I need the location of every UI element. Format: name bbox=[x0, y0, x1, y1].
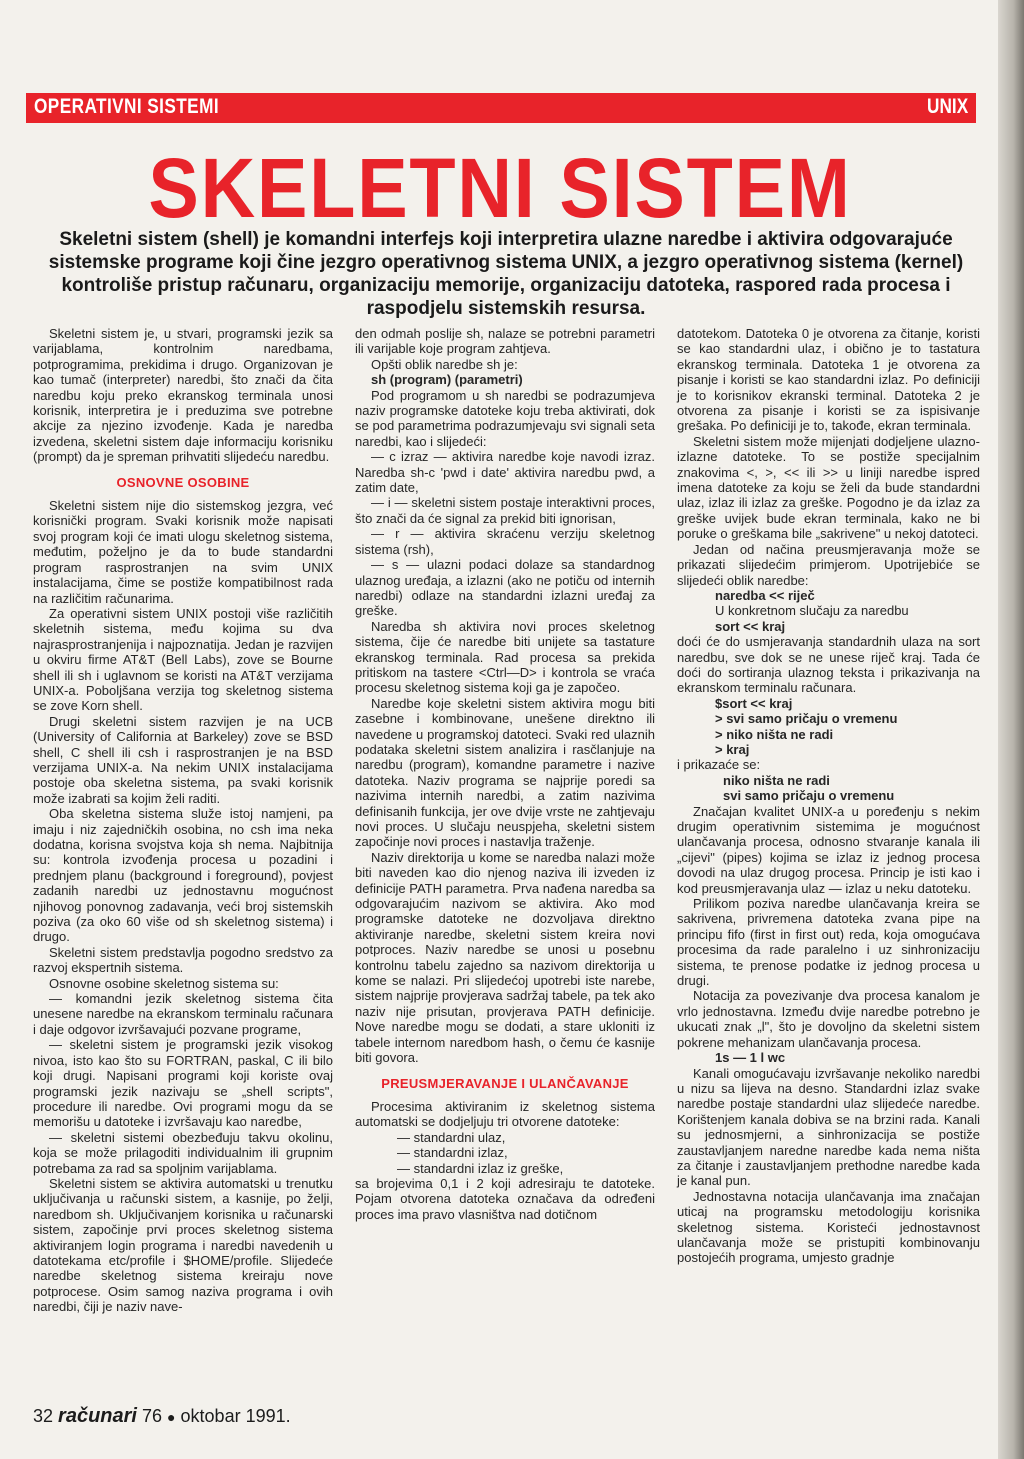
paragraph: Drugi skeletni sistem razvijen je na UCB (University of California at Barkeley) zove se BSD shell, C shell ili csh i rasprostranjen je na BSD verzijama UNIX-a. Na nekim UNIX instalacijama postoje oba skeletna sistema, pa svaki korisnik može izabrati sa kojim želi raditi. bbox=[33, 713, 333, 806]
paragraph: Jedan od načina preusmjeravanja može se prikazati slijedećim primjerom. Upotrijebiće se slijedeći oblik naredbe: bbox=[677, 541, 980, 588]
paragraph: — c izraz — aktivira naredbe koje navodi izraz. Naredba sh-c 'pwd i date' aktivira naredbu pwd, a zatim date, bbox=[355, 449, 655, 496]
paragraph: Naredbe koje skeletni sistem aktivira mogu biti zasebne i kombinovane, unešene direktno ili navedene u programskoj datoteci. Svaki red ulaznih podataka skeletni sistem analizira i rasčlanjuje na naredbu (program), komandne parametre i nazive datoteka. Naziv programa se najprije poredi sa nazivima internih naredbi, a zatim nazivima definisanih funkcija, jer ove dvije vrste ne zahtjevaju novi proces. U slučaju neuspjeha, skeletni sistem započinje novi proces i nastavlja traženje. bbox=[355, 695, 655, 850]
paragraph: — skeletni sistemi obezbeđuju takvu okolinu, koja se može prilagoditi individualnim ili grupnim potrebama za rad sa spoljnim varijablama. bbox=[33, 1129, 333, 1176]
paragraph: — skeletni sistem je programski jezik visokog nivoa, isto kao što su FORTRAN, paskal, C ili bilo koji drugi. Napisani programi koji koriste ovaj programski jezik nazivaju se „shell scripts", procedure ili naredbe. Ovi programi mogu da se memorišu u datoteke i izvršavaju kao naredbe, bbox=[33, 1037, 333, 1130]
paragraph: — r — aktivira skraćenu verziju skeletnog sistema (rsh), bbox=[355, 526, 655, 557]
paragraph: — i — skeletni sistem postaje interaktivni proces, što znači da će signal za prekid biti ignorisan, bbox=[355, 495, 655, 526]
issue-date: oktobar 1991. bbox=[180, 1406, 291, 1426]
list-item: — standardni izlaz, bbox=[397, 1145, 508, 1161]
issue-number: 76 bbox=[142, 1406, 163, 1426]
paragraph: doći će do usmjeravanja standardnih ulaza na sort naredbu, sve dok se ne unese riječ kraj. Tada će doći do sortiranja ulaznog teksta i prikazivanja na ekranskom terminalu računara. bbox=[677, 634, 980, 696]
list-item: — standardni izlaz iz greške, bbox=[397, 1160, 564, 1176]
list-item: — standardni ulaz, bbox=[397, 1129, 506, 1145]
code-line: sort << kraj bbox=[715, 618, 786, 634]
paragraph: U konkretnom slučaju za naredbu bbox=[715, 603, 909, 619]
paragraph: Osnovne osobine skeletnog sistema su: bbox=[49, 975, 279, 991]
paragraph: Jednostavna notacija ulančavanja ima značajan uticaj na programsku metodologiju korisnika skeletnog sistema. Koristeći jednostavnost ulančavanja može se pristupiti kombinovanju postojećih programa, umjesto gradnje bbox=[677, 1188, 980, 1266]
code-line: naredba << riječ bbox=[715, 587, 815, 603]
magazine-name: računari bbox=[58, 1405, 137, 1427]
paragraph: Skeletni sistem se aktivira automatski u trenutku uključivanja u računski sistem, a kasnije, po želji, naredbom sh. Uključivanjem korisnika u računarski sistem, započinje prvi proces skeletnog sistema aktiviranjem login programa i naredbi navedenih u datotekama etc/profile i $HOME/profile. Slijedeće naredbe skeletnog sistema kreiraju nove potprocese. Osim samog naziva programa i ovih naredbi, čiji je naziv nave- bbox=[33, 1175, 333, 1315]
paragraph: Procesima aktiviranim iz skeletnog sistema automatski se dodjeljuju tri otvorene datoteke: bbox=[355, 1098, 655, 1130]
paragraph: Skeletni sistem može mijenjati dodjeljene ulazno-izlazne datoteke. To se postiže specijalnim znakovima <, >, << ili >> u liniji naredbe ispred imena datoteke za koju se želi da bude standardni ulaz, izlaz ili izlaz za greške. Pogodno je da izlaz za greške uvijek bude ekran terminala, kako ne bi poruke o greškama bile „sakrivene" u nekoj datoteci. bbox=[677, 433, 980, 542]
column-3 bbox=[677, 326, 980, 1266]
paragraph: Naziv direktorija u kome se naredba nalazi može biti naveden kao dio njenog naziva ili izveden iz definicije PATH parametra. Prva nađena naredba sa odgovarajućim nazivom se aktivira. Ako mod programske datoteke ne dozvoljava direktno aktiviranje naredbe, skeletni sistem kreira novi potproces. Naziv naredbe se unosi u posebnu kontrolnu tabelu zajedno sa nazivom direktorija u kome se nalazi. Pri slijedećoj upotrebi iste narebe, sistem najprije provjerava sadržaj tabele, pa tek ako naziv nije prisutan, provjerava PATH definicije. Nove naredbe mogu se dodati, a stare ukloniti iz tabele internom naredbom hash, o čemu će kasnije biti govora. bbox=[355, 849, 655, 1066]
code-line: > svi samo pričaju o vremenu bbox=[715, 711, 898, 727]
code-line: $sort << kraj bbox=[715, 695, 793, 711]
paragraph: Skeletni sistem nije dio sistemskog jezgra, već korisnički program. Svaki korisnik može napisati svoj program koji će imati ulogu skeletnog sistema, međutim, poželjno je da to bude standardni program rasprostranjen na svim UNIX instalacijama, čime se postiže kompatibilnost rada na različitim računarima. bbox=[33, 498, 333, 606]
subheading: PREUSMJERAVANJE I ULANČAVANJE bbox=[381, 1075, 629, 1091]
subheading: OSNOVNE OSOBINE bbox=[116, 474, 250, 490]
code-output: svi samo pričaju o vremenu bbox=[723, 788, 895, 804]
paragraph: datotekom. Datoteka 0 je otvorena za čitanje, koristi se kao standardni ulaz, i obično je to tastatura ekranskog terminala. Datoteka 1 je otvorena za pisanje i koristi se kao standardni izlaz. Po definiciji je to korisnikov ekranski terminal. Datoteka 2 je otvorena za pisanje i koristi se za ispisivanje grešaka. Po definiciji je to, takođe, ekran terminala. bbox=[677, 326, 980, 434]
topic-tag: UNIX bbox=[926, 95, 968, 118]
paragraph: Notacija za povezivanje dva procesa kanalom je vrlo jednostavna. Između dvije naredbe potrebno je ukucati znak „l", što je dovoljno da skeletni sistem pokrene mehanizam ulančavanja procesa. bbox=[677, 988, 980, 1050]
column-1 bbox=[33, 326, 333, 1315]
paragraph: Naredba sh aktivira novi proces skeletnog sistema, čije će naredbe biti unijete sa tastature ekranskog terminala. Rad procesa sa prekida pritiskom na tastere <Ctrl—D> i kontrola se vraća procesu skeletnog sistema koji ga je započeo. bbox=[355, 618, 655, 696]
paragraph: Skeletni sistem predstavlja pogodno sredstvo za razvoj ekspertnih sistema. bbox=[33, 944, 333, 976]
page-number: 32 bbox=[33, 1406, 54, 1426]
paragraph: Za operativni sistem UNIX postoji više različitih skeletnih sistema, među kojima su dva najrasprostranjenija i najpoznatija. Jedan je razvijen u okviru firme AT&T (Bell Labs), zove se Bourne shell ili sh i uglavnom se koristi na AT&T verzijama UNIX-a. Poboljšana verzija tog skeletnog sistema se zove Korn shell. bbox=[33, 605, 333, 714]
article-lede: Skeletni sistem (shell) je komandni interfejs koji interpretira ulazne naredbe i aktivira odgovarajuće sistemske programe koji čine jezgro operativnog sistema UNIX, a jezgro operativnog sistema (kernel) kontroliše pristup računaru, organizaciju memorije, organizaciju datoteka, raspored rada procesa i raspodjelu sistemskih resursa. bbox=[48, 229, 964, 319]
page-footer bbox=[33, 1405, 291, 1428]
code-output: niko ništa ne radi bbox=[723, 772, 830, 788]
paragraph: Značajan kvalitet UNIX-a u poređenju s nekim drugim operativnim sistemima je mogućnost ulančavanja procesa, odnosno stvaranje kanala ili „cijevi" (pipes) kojima se izlaz iz jednog procesa dovodi na ulaz drugog procesa. Princip je isti kao i kod preusmjeravanja ulaz — izlaz u neku datoteku. bbox=[677, 803, 980, 896]
article-title: SKELETNI SISTEM bbox=[148, 141, 852, 235]
paragraph: sa brojevima 0,1 i 2 koji adresiraju te datoteke. Pojam otvorena datoteka označava da određeni proces ima pravo vlasništva nad dotičnom bbox=[355, 1175, 655, 1222]
paragraph: — s — ulazni podaci dolaze sa standardnog ulaznog uređaja, a izlazni (ako ne potiču od internih naredbi) odlaze na standardni izlazni uređaj za greške. bbox=[355, 557, 655, 619]
code-line: > kraj bbox=[715, 741, 750, 757]
code-line: > niko ništa ne radi bbox=[715, 726, 834, 742]
bullet-separator: ● bbox=[167, 1409, 176, 1425]
page-edge bbox=[998, 0, 1024, 1459]
column-2 bbox=[355, 326, 655, 1222]
section-banner bbox=[26, 93, 976, 123]
paragraph: Skeletni sistem je, u stvari, programski jezik sa varijablama, kontrolnim naredbama, potprogramima, prekidima i drugo. Organizovan je kao tumač (interpreter) naredbi, što znači da čita naredbu koju preko ekranskog terminala unosi korisnik, interpretira je i preduzima sve potrebne akcije za njezino izvođenje. Kada je naredba izvedena, skeletni sistem daje informaciju korisniku (prompt) da je spreman prihvatiti slijedeću naredbu. bbox=[33, 326, 333, 465]
paragraph: Oba skeletna sistema služe istoj namjeni, pa imaju i niz zajedničkih osobina, no csh ima neka dodatna, korisna svojstva koja sh nema. Najbitnija su: kontrola izvođenja procesa u pozadini i prednjem planu (background i foreground), povjest zadanih naredbi uz jednostavnu mogućnost njihovog ponovnog zadavanja, veći broj sistemskih poziva (za oko 60 više od sh skeletnog sistema) i drugo. bbox=[33, 806, 333, 945]
paragraph: den odmah poslije sh, nalaze se potrebni parametri ili varijable koje program zahtjeva. bbox=[355, 326, 655, 357]
code-line: 1s — 1 l wc bbox=[715, 1050, 786, 1066]
paragraph: Prilikom poziva naredbe ulančavanja kreira se sakrivena, privremena datoteka zvana pipe na principu fifo (first in first out) reda, koja omogućava procesima da rade paralelno i uz sinhronizaciju sistema, te prenose podatke iz jednog procesa u drugi. bbox=[677, 896, 980, 989]
paragraph: Opšti oblik naredbe sh je: bbox=[371, 356, 518, 372]
paragraph: — komandni jezik skeletnog sistema čita unesene naredbe na ekranskom terminalu računara i daje odgovor izvršavajući pozvane programe, bbox=[33, 991, 333, 1037]
paragraph: i prikazaće se: bbox=[677, 757, 761, 773]
paragraph: Pod programom u sh naredbi se podrazumjeva naziv programske datoteke koju treba aktivirati, dok se pod parametrima podrazumjevaju svi signali seta naredbi, kao i slijedeći: bbox=[355, 387, 655, 449]
command-syntax: sh (program) (parametri) bbox=[371, 372, 523, 388]
paragraph: Kanali omogućavaju izvršavanje nekoliko naredbi u nizu sa lijeva na desno. Standardni izlaz svake naredbe postaje standardni ulaz slijedeće naredbe. Korištenjem kanala dobiva se na brzini rada. Kanali su jednosmjerni, a sinhronizacija se postiže zaustavljanjem naredne naredbe kada nema ništa za čitanje i zaustavljanjem prethodne naredbe kada je kanal pun. bbox=[677, 1065, 980, 1189]
section-label: OPERATIVNI SISTEMI bbox=[34, 95, 220, 118]
